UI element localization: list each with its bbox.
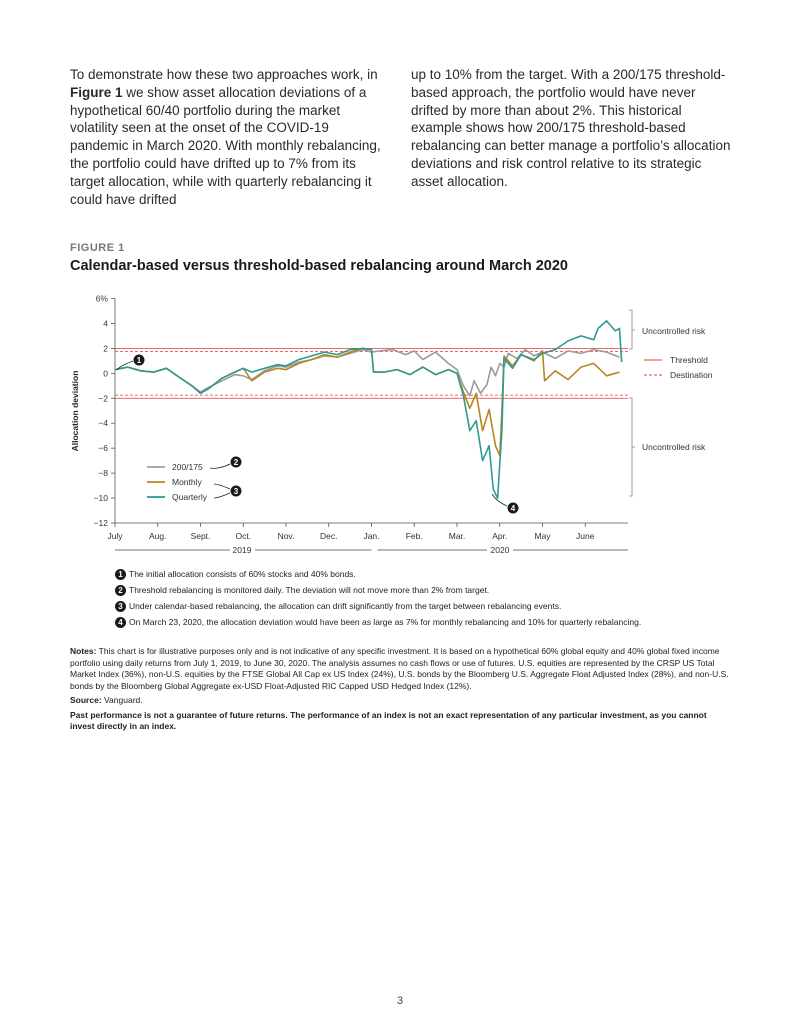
callout-number: 3	[233, 487, 239, 496]
callout-number: 1	[136, 356, 142, 365]
x-tick-label: Mar.	[448, 531, 466, 541]
page-number: 3	[396, 995, 404, 1007]
y-axis-title: Allocation deviation	[70, 370, 80, 452]
note-badge: 2	[115, 585, 126, 596]
x-tick-label: Nov.	[277, 531, 295, 541]
notes-label: Notes:	[70, 646, 97, 656]
x-tick-label: July	[107, 531, 123, 541]
figure-reference: Figure 1	[70, 84, 123, 100]
y-tick-label: −8	[98, 468, 108, 479]
notes-text: This chart is for illustrative purposes only and is not indicative of any specific investment. It is based on a hypothetical 60% global equity and 40% global fixed income portfolio using daily returns from July 1, 2019, to June 30, 2020. The analysis assumes no cash flows or use of futures. U.S. equities are represented by the CRSP US Total Market Index (36%), non-U.S. equities by the FTSE Global All Cap ex US Index (24%), U.S. bonds by the Bloomberg U.S. Aggregate Float Adjusted Index (28%), and non-U.S. bonds by the Bloomberg Global Aggregate ex-USD Float-Adjusted RIC Capped USD Hedged Index (12%).	[70, 646, 729, 691]
y-tick-label: 2	[103, 343, 108, 354]
series-line-monthly	[115, 348, 620, 455]
note-text: On March 23, 2020, the allocation deviation would have been as large as 7% for monthly rebalancing and 10% for quarterly rebalancing.	[129, 617, 642, 627]
destination-legend-label: Destination	[670, 370, 713, 380]
legend-label: Quarterly	[172, 492, 207, 502]
y-tick-label: −4	[98, 418, 108, 429]
figure-label: FIGURE 1	[70, 242, 125, 254]
year-label-2020: 2020	[490, 545, 510, 555]
uncontrolled-risk-label: Uncontrolled risk	[642, 326, 706, 336]
note-item	[115, 566, 641, 582]
note-text: The initial allocation consists of 60% stocks and 40% bonds.	[129, 569, 356, 579]
x-tick-label: Dec.	[320, 531, 338, 541]
y-tick-label: 0	[103, 368, 108, 379]
x-tick-label: Feb.	[405, 531, 423, 541]
callout-arrow	[210, 464, 230, 468]
body-text-left-1: To demonstrate how these two approaches work, in	[70, 67, 378, 82]
threshold-legend-label: Threshold	[670, 355, 708, 365]
x-tick-label: June	[576, 531, 595, 541]
y-tick-label: −6	[98, 443, 108, 454]
figure-title: Calendar-based versus threshold-based rebalancing around March 2020	[70, 258, 568, 274]
body-text-left-2: we show asset allocation deviations of a hypothetical 60/40 portfolio during the market volatility seen at the onset of the COVID-19 pandemic in March 2020. With monthly rebalancing, the portfolio could have drifted up to 7% from its target allocation, while with quarterly rebalancing it could have drifted	[70, 84, 381, 207]
footnotes	[70, 646, 730, 736]
callout-arrow	[492, 494, 507, 506]
disclaimer-text: Past performance is not a guarantee of future returns. The performance of an index is not an exact representation of any particular investment, as you cannot invest directly in an index.	[70, 709, 707, 731]
notes-paragraph	[70, 646, 730, 692]
note-text: Threshold rebalancing is monitored daily. The deviation will not move more than 2% from target.	[129, 585, 490, 595]
y-tick-label: −10	[93, 493, 108, 504]
uncontrolled-risk-label: Uncontrolled risk	[642, 442, 706, 452]
note-item	[115, 598, 641, 614]
callout-number: 4	[510, 504, 516, 513]
x-tick-label: Oct.	[235, 531, 252, 541]
source-text: Vanguard.	[101, 695, 143, 705]
x-tick-label: Apr.	[492, 531, 508, 541]
note-badge: 1	[115, 569, 126, 580]
note-item	[115, 582, 641, 598]
body-text-right: up to 10% from the target. With a 200/175 threshold-based approach, the portfolio would have never drifted by more than about 2%. This historical example shows how 200/175 threshold-based rebalancing can better manage a portfolio’s allocation deviations and risk control relative to its strategic asset allocation.	[411, 67, 731, 189]
y-tick-label: −12	[93, 518, 108, 528]
note-item	[115, 614, 641, 630]
callout-number: 2	[233, 458, 239, 467]
y-tick-label: 4	[103, 318, 108, 329]
uncontrolled-risk-bracket-bottom	[629, 398, 635, 496]
legend-label: 200/175	[172, 462, 203, 472]
callout-arrow	[214, 484, 230, 498]
disclaimer	[70, 710, 730, 733]
source-label: Source:	[70, 695, 102, 705]
x-tick-label: Sept.	[190, 531, 211, 541]
y-tick-label: −2	[98, 393, 108, 404]
callout-notes	[115, 566, 641, 630]
y-tick-label: 6%	[95, 293, 108, 304]
uncontrolled-risk-bracket-top	[629, 310, 635, 349]
x-tick-label: Jan.	[363, 531, 380, 541]
year-label-2019: 2019	[232, 545, 252, 555]
source-paragraph	[70, 695, 730, 707]
note-badge: 4	[115, 617, 126, 628]
legend-label: Monthly	[172, 477, 202, 487]
x-tick-label: Aug.	[149, 531, 167, 541]
note-badge: 3	[115, 601, 126, 612]
x-tick-label: May	[534, 531, 551, 541]
note-text: Under calendar-based rebalancing, the allocation can drift significantly from the target between rebalancing events.	[129, 601, 562, 611]
